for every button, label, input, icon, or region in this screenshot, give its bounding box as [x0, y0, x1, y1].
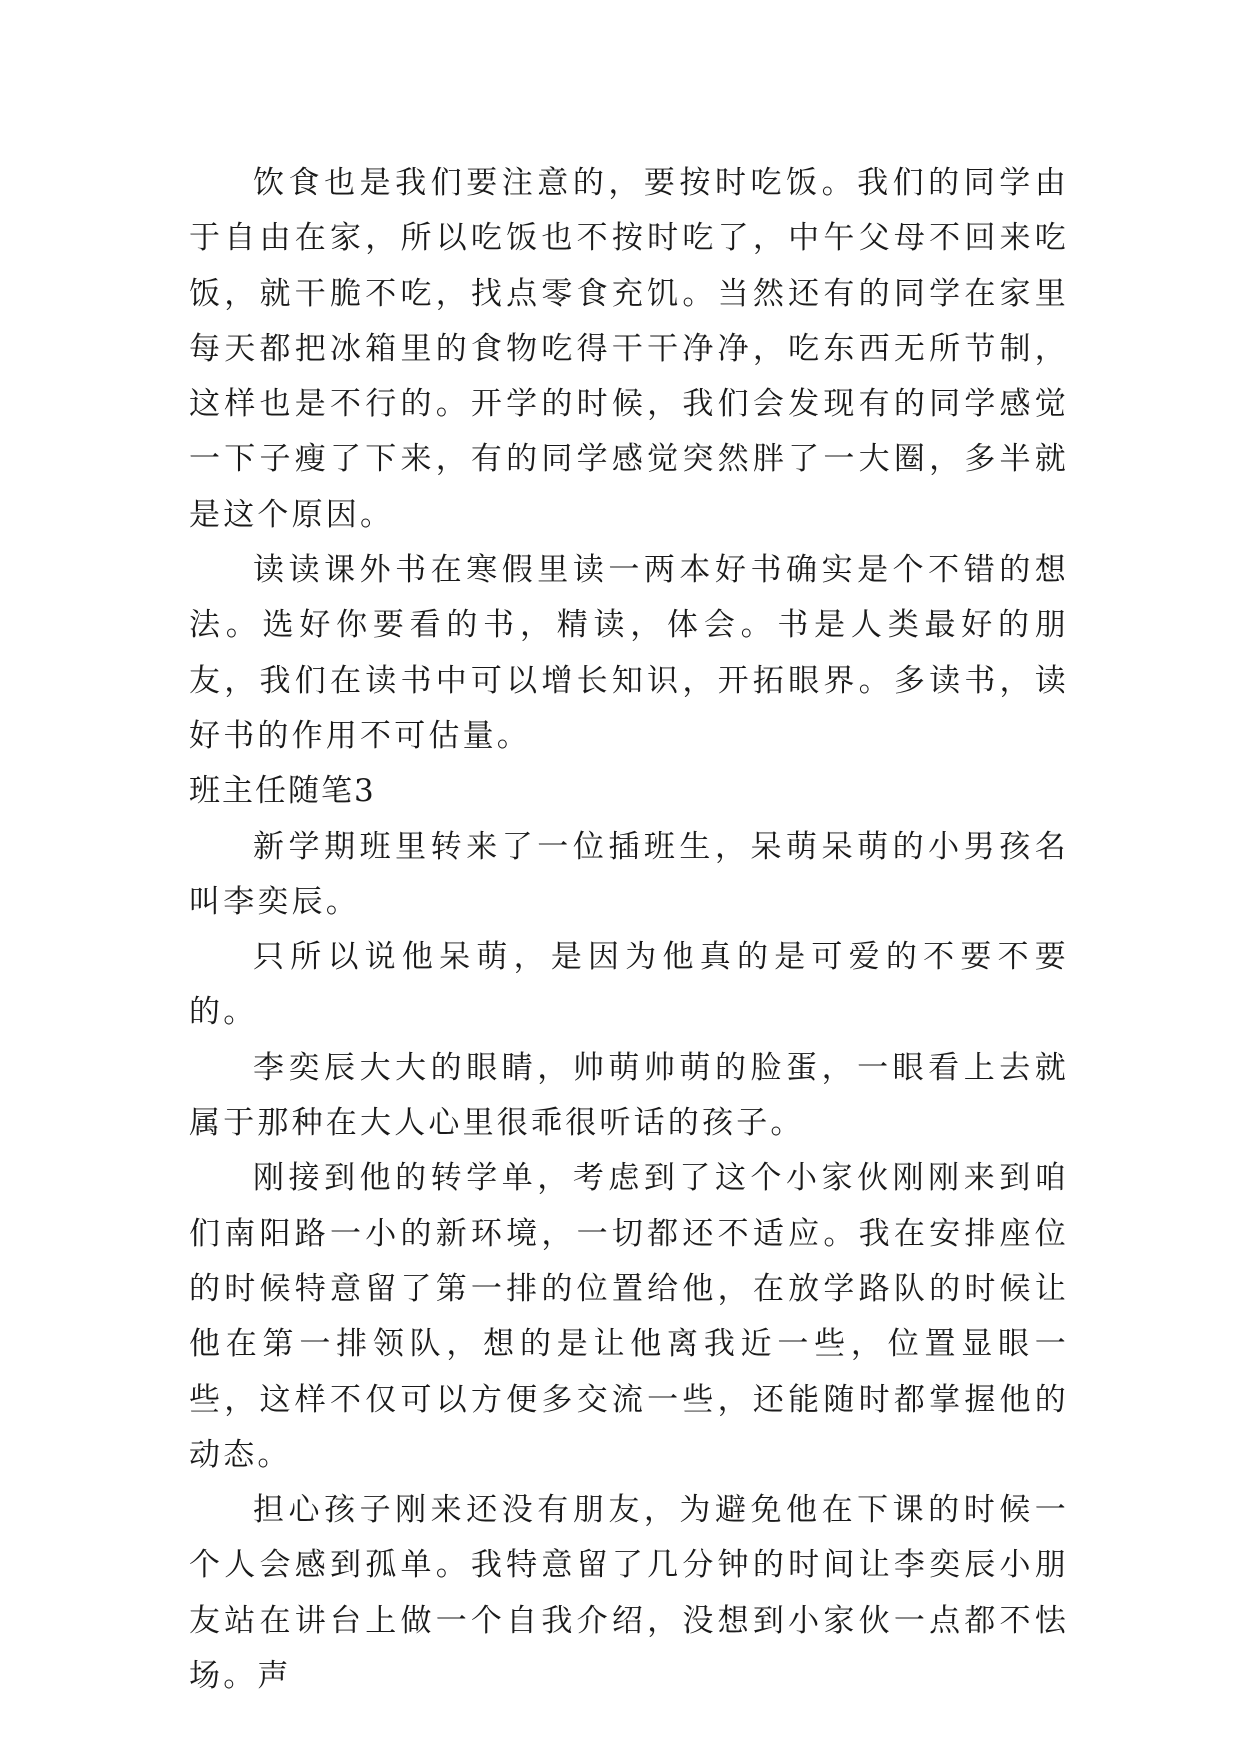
paragraph-appearance: 李奕辰大大的眼睛，帅萌帅萌的脸蛋，一眼看上去就属于那种在大人心里很乖很听话的孩子。 [189, 1049, 1069, 1142]
section-heading: 班主任随笔3 [189, 773, 376, 810]
paragraph-diet: 饮食也是我们要注意的，要按时吃饭。我们的同学由于自由在家，所以吃饭也不按时吃了，中午父母不回来吃饭，就干脆不吃，找点零食充饥。当然还有的同学在家里每天都把冰箱里的食物吃得干干净净，吃东西无所节制，这样也是不行的。开学的时候，我们会发现有的同学感觉一下子瘦了下来，有的同学感觉突然胖了一大圈，多半就是这个原因。 [189, 165, 1069, 533]
document-body [189, 156, 1069, 1704]
paragraph-new-student: 新学期班里转来了一位插班生，呆萌呆萌的小男孩名叫李奕辰。 [189, 828, 1069, 920]
paragraph-cute: 只所以说他呆萌，是因为他真的是可爱的不要不要的。 [189, 939, 1069, 1031]
paragraph-seating: 刚接到他的转学单，考虑到了这个小家伙刚刚来到咱们南阳路一小的新环境，一切都还不适应。我在安排座位的时候特意留了第一排的位置给他，在放学路队的时候让他在第一排领队，想的是让他离我近一些，位置显眼一些，这样不仅可以方便多交流一些，还能随时都掌握他的动态。 [189, 1160, 1069, 1473]
paragraph-reading: 读读课外书在寒假里读一两本好书确实是个不错的想法。选好你要看的书，精读，体会。书是人类最好的朋友，我们在读书中可以增长知识，开拓眼界。多读书，读好书的作用不可估量。 [189, 552, 1069, 754]
paragraph-introduction: 担心孩子刚来还没有朋友，为避免他在下课的时候一个人会感到孤单。我特意留了几分钟的时间让李奕辰小朋友站在讲台上做一个自我介绍，没想到小家伙一点都不怯场。声 [189, 1492, 1069, 1695]
